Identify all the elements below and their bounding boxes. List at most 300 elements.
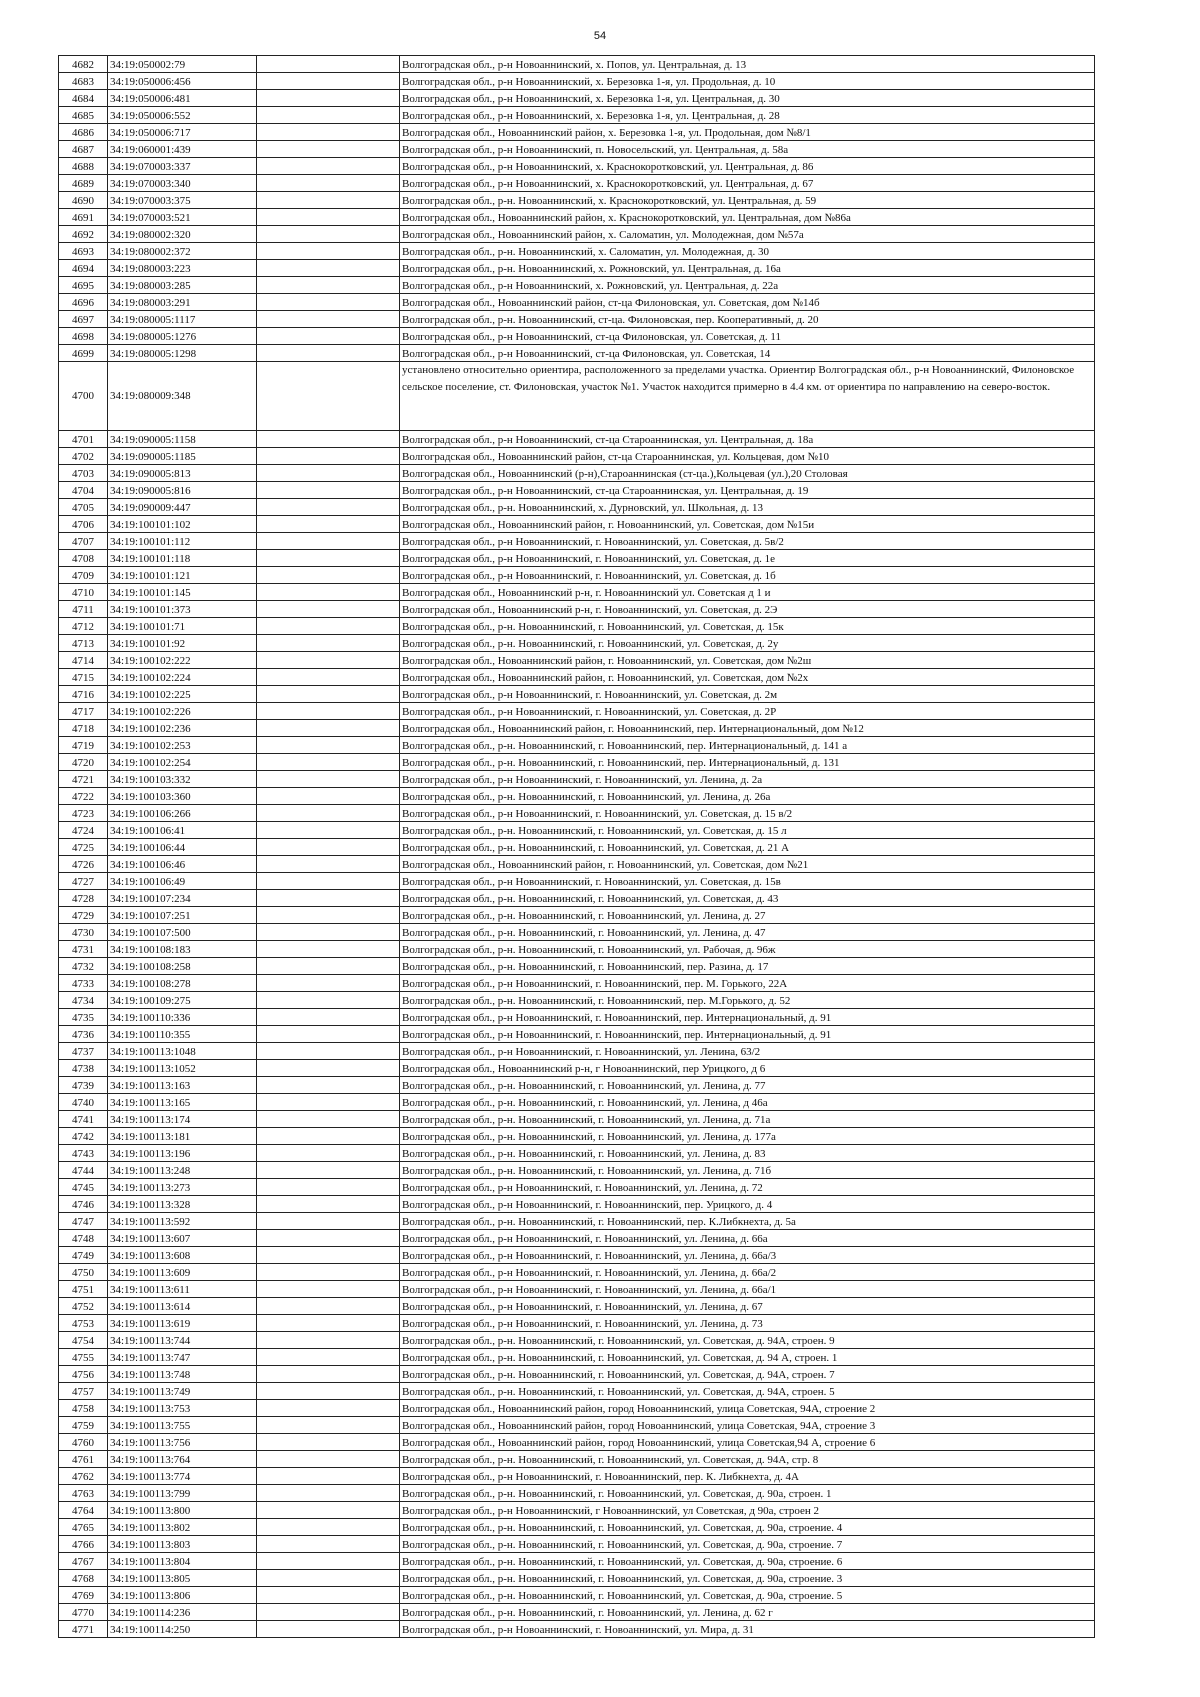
cadastral-number-cell: 34:19:100110:355 bbox=[108, 1026, 257, 1043]
empty-cell bbox=[257, 1060, 400, 1077]
row-number-cell: 4736 bbox=[59, 1026, 108, 1043]
empty-cell bbox=[257, 958, 400, 975]
table-row bbox=[59, 499, 1095, 516]
address-cell: Волгоградская обл., р-н Новоаннинский, г. Новоаннинский, ул. Ленина, д. 66а bbox=[400, 1230, 1095, 1247]
empty-cell bbox=[257, 192, 400, 209]
empty-cell bbox=[257, 1298, 400, 1315]
table-row bbox=[59, 992, 1095, 1009]
cadastral-number-cell: 34:19:100102:224 bbox=[108, 669, 257, 686]
row-number-cell: 4763 bbox=[59, 1485, 108, 1502]
cadastral-number-cell: 34:19:100113:764 bbox=[108, 1451, 257, 1468]
row-number-cell: 4698 bbox=[59, 328, 108, 345]
row-number-cell: 4729 bbox=[59, 907, 108, 924]
address-cell: Волгоградская обл., Новоаннинский р-н, г Новоаннинский, пер Урицкого, д 6 bbox=[400, 1060, 1095, 1077]
empty-cell bbox=[257, 822, 400, 839]
address-cell: Волгоградская обл., Новоаннинский р-н, г. Новоаннинский ул. Советская д 1 и bbox=[400, 584, 1095, 601]
table-row bbox=[59, 618, 1095, 635]
empty-cell bbox=[257, 107, 400, 124]
table-row bbox=[59, 56, 1095, 73]
empty-cell bbox=[257, 311, 400, 328]
empty-cell bbox=[257, 448, 400, 465]
table-row bbox=[59, 1604, 1095, 1621]
empty-cell bbox=[257, 1162, 400, 1179]
address-cell: Волгоградская обл., р-н Новоаннинский, г. Новоаннинский, ул. Ленина, д. 66а/2 bbox=[400, 1264, 1095, 1281]
address-cell: Волгоградская обл., р-н. Новоаннинский, г. Новоаннинский, ул. Советская, д. 90а, строение. 6 bbox=[400, 1553, 1095, 1570]
empty-cell bbox=[257, 158, 400, 175]
cadastral-number-cell: 34:19:100113:800 bbox=[108, 1502, 257, 1519]
address-cell: Волгоградская обл., р-н Новоаннинский, г. Новоаннинский, пер. Интернациональный, д. 91 bbox=[400, 1009, 1095, 1026]
row-number-cell: 4725 bbox=[59, 839, 108, 856]
table-row bbox=[59, 1162, 1095, 1179]
cadastral-number-cell: 34:19:100113:756 bbox=[108, 1434, 257, 1451]
row-number-cell: 4717 bbox=[59, 703, 108, 720]
table-row bbox=[59, 822, 1095, 839]
empty-cell bbox=[257, 1111, 400, 1128]
address-cell: Волгоградская обл., р-н Новоаннинский, г. Новоаннинский, пер. К. Либкнехта, д. 4А bbox=[400, 1468, 1095, 1485]
empty-cell bbox=[257, 618, 400, 635]
row-number-cell: 4752 bbox=[59, 1298, 108, 1315]
address-cell: Волгоградская обл., р-н. Новоаннинский, х. Саломатин, ул. Молодежная, д. 30 bbox=[400, 243, 1095, 260]
table-row bbox=[59, 294, 1095, 311]
table-row bbox=[59, 601, 1095, 618]
row-number-cell: 4762 bbox=[59, 1468, 108, 1485]
address-cell: Волгоградская обл., р-н. Новоаннинский, г. Новоаннинский, ул. Советская, д. 90а, строен. 1 bbox=[400, 1485, 1095, 1502]
empty-cell bbox=[257, 635, 400, 652]
empty-cell bbox=[257, 1519, 400, 1536]
empty-cell bbox=[257, 277, 400, 294]
address-cell: Волгоградская обл., р-н. Новоаннинский, г. Новоаннинский, ул. Ленина, д. 71а bbox=[400, 1111, 1095, 1128]
empty-cell bbox=[257, 345, 400, 362]
table-row bbox=[59, 1553, 1095, 1570]
empty-cell bbox=[257, 1570, 400, 1587]
empty-cell bbox=[257, 1485, 400, 1502]
cadastral-number-cell: 34:19:050006:481 bbox=[108, 90, 257, 107]
address-cell: Волгоградская обл., Новоаннинский район, г. Новоаннинский, ул. Советская, дом №2х bbox=[400, 669, 1095, 686]
table-row bbox=[59, 448, 1095, 465]
address-cell: Волгоградская обл., р-н. Новоаннинский, г. Новоаннинский, ул. Советская, д. 94А, строен. 9 bbox=[400, 1332, 1095, 1349]
cadastral-number-cell: 34:19:100106:44 bbox=[108, 839, 257, 856]
address-cell: Волгоградская обл., р-н. Новоаннинский, г. Новоаннинский, ул. Советская, д. 21 А bbox=[400, 839, 1095, 856]
address-cell: Волгоградская обл., р-н Новоаннинский, х. Попов, ул. Центральная, д. 13 bbox=[400, 56, 1095, 73]
address-cell: Волгоградская обл., Новоаннинский район, г. Новоаннинский, ул. Советская, дом №15и bbox=[400, 516, 1095, 533]
cadastral-number-cell: 34:19:100108:183 bbox=[108, 941, 257, 958]
empty-cell bbox=[257, 294, 400, 311]
page-number: 54 bbox=[593, 30, 607, 42]
cadastral-number-cell: 34:19:080003:291 bbox=[108, 294, 257, 311]
address-cell: Волгоградская обл., р-н. Новоаннинский, г. Новоаннинский, ул. Советская, д. 15 л bbox=[400, 822, 1095, 839]
row-number-cell: 4718 bbox=[59, 720, 108, 737]
empty-cell bbox=[257, 652, 400, 669]
address-cell: Волгоградская обл., р-н. Новоаннинский, г. Новоаннинский, ул. Ленина, д. 77 bbox=[400, 1077, 1095, 1094]
address-cell: Волгоградская обл., р-н. Новоаннинский, х. Краснокоротковский, ул. Центральная, д. 59 bbox=[400, 192, 1095, 209]
table-row bbox=[59, 1281, 1095, 1298]
table-row bbox=[59, 720, 1095, 737]
empty-cell bbox=[257, 90, 400, 107]
row-number-cell: 4750 bbox=[59, 1264, 108, 1281]
cadastral-number-cell: 34:19:100113:181 bbox=[108, 1128, 257, 1145]
table-row bbox=[59, 192, 1095, 209]
address-cell: Волгоградская обл., р-н Новоаннинский, г. Новоаннинский, ул. Мира, д. 31 bbox=[400, 1621, 1095, 1638]
row-number-cell: 4707 bbox=[59, 533, 108, 550]
empty-cell bbox=[257, 992, 400, 1009]
row-number-cell: 4746 bbox=[59, 1196, 108, 1213]
table-row bbox=[59, 1298, 1095, 1315]
cadastral-number-cell: 34:19:100113:619 bbox=[108, 1315, 257, 1332]
empty-cell bbox=[257, 550, 400, 567]
table-row bbox=[59, 1094, 1095, 1111]
table-row bbox=[59, 90, 1095, 107]
table-row bbox=[59, 1587, 1095, 1604]
address-cell: Волгоградская обл., р-н. Новоаннинский, г. Новоаннинский, ул. Ленина, д. 71б bbox=[400, 1162, 1095, 1179]
row-number-cell: 4745 bbox=[59, 1179, 108, 1196]
cadastral-number-cell: 34:19:100101:92 bbox=[108, 635, 257, 652]
row-number-cell: 4700 bbox=[59, 362, 108, 431]
table-row bbox=[59, 703, 1095, 720]
table-row bbox=[59, 550, 1095, 567]
table-row bbox=[59, 482, 1095, 499]
table-row bbox=[59, 1077, 1095, 1094]
row-number-cell: 4749 bbox=[59, 1247, 108, 1264]
row-number-cell: 4724 bbox=[59, 822, 108, 839]
table-row bbox=[59, 924, 1095, 941]
table-row bbox=[59, 856, 1095, 873]
cadastral-number-cell: 34:19:100113:805 bbox=[108, 1570, 257, 1587]
row-number-cell: 4694 bbox=[59, 260, 108, 277]
empty-cell bbox=[257, 737, 400, 754]
row-number-cell: 4770 bbox=[59, 1604, 108, 1621]
empty-cell bbox=[257, 328, 400, 345]
cadastral-number-cell: 34:19:100113:774 bbox=[108, 1468, 257, 1485]
table-row bbox=[59, 839, 1095, 856]
cadastral-number-cell: 34:19:050006:552 bbox=[108, 107, 257, 124]
empty-cell bbox=[257, 1451, 400, 1468]
table-row bbox=[59, 158, 1095, 175]
row-number-cell: 4691 bbox=[59, 209, 108, 226]
cadastral-number-cell: 34:19:080005:1117 bbox=[108, 311, 257, 328]
address-cell: Волгоградская обл., р-н Новоаннинский, г. Новоаннинский, ул. Советская, д. 15в bbox=[400, 873, 1095, 890]
address-cell: Волгоградская обл., р-н Новоаннинский, г. Новоаннинский, пер. Урицкого, д. 4 bbox=[400, 1196, 1095, 1213]
address-cell: Волгоградская обл., Новоаннинский (р-н),Староаннинская (ст-ца.),Кольцевая (ул.),20 Столовая bbox=[400, 465, 1095, 482]
empty-cell bbox=[257, 1400, 400, 1417]
address-cell: Волгоградская обл., р-н Новоаннинский, г. Новоаннинский, ул. Советская, д. 15 в/2 bbox=[400, 805, 1095, 822]
empty-cell bbox=[257, 856, 400, 873]
row-number-cell: 4744 bbox=[59, 1162, 108, 1179]
address-cell: Волгоградская обл., р-н. Новоаннинский, г. Новоаннинский, ул. Ленина, д. 62 г bbox=[400, 1604, 1095, 1621]
row-number-cell: 4756 bbox=[59, 1366, 108, 1383]
table-row bbox=[59, 1383, 1095, 1400]
empty-cell bbox=[257, 1196, 400, 1213]
cadastral-number-cell: 34:19:100107:251 bbox=[108, 907, 257, 924]
address-cell: Волгоградская обл., Новоаннинский район, х. Саломатин, ул. Молодежная, дом №57а bbox=[400, 226, 1095, 243]
table-row bbox=[59, 788, 1095, 805]
cadastral-number-cell: 34:19:100101:373 bbox=[108, 601, 257, 618]
cadastral-number-cell: 34:19:100113:1048 bbox=[108, 1043, 257, 1060]
table-row bbox=[59, 328, 1095, 345]
empty-cell bbox=[257, 209, 400, 226]
table-row bbox=[59, 431, 1095, 448]
cadastral-number-cell: 34:19:100113:196 bbox=[108, 1145, 257, 1162]
cadastral-number-cell: 34:19:080005:1298 bbox=[108, 345, 257, 362]
empty-cell bbox=[257, 839, 400, 856]
address-cell: Волгоградская обл., р-н Новоаннинский, х. Березовка 1-я, ул. Центральная, д. 30 bbox=[400, 90, 1095, 107]
row-number-cell: 4682 bbox=[59, 56, 108, 73]
empty-cell bbox=[257, 1536, 400, 1553]
table-row bbox=[59, 1570, 1095, 1587]
address-cell: Волгоградская обл., р-н Новоаннинский, г. Новоаннинский, пер. М. Горького, 22А bbox=[400, 975, 1095, 992]
cadastral-number-cell: 34:19:100113:803 bbox=[108, 1536, 257, 1553]
cadastral-number-cell: 34:19:050006:717 bbox=[108, 124, 257, 141]
cadastral-number-cell: 34:19:100113:753 bbox=[108, 1400, 257, 1417]
empty-cell bbox=[257, 1468, 400, 1485]
cadastral-number-cell: 34:19:100113:614 bbox=[108, 1298, 257, 1315]
address-cell: Волгоградская обл., р-н Новоаннинский, г. Новоаннинский, ул. Ленина, д. 67 bbox=[400, 1298, 1095, 1315]
table-row bbox=[59, 516, 1095, 533]
row-number-cell: 4716 bbox=[59, 686, 108, 703]
empty-cell bbox=[257, 1247, 400, 1264]
row-number-cell: 4747 bbox=[59, 1213, 108, 1230]
empty-cell bbox=[257, 431, 400, 448]
cadastral-number-cell: 34:19:100106:49 bbox=[108, 873, 257, 890]
row-number-cell: 4721 bbox=[59, 771, 108, 788]
empty-cell bbox=[257, 907, 400, 924]
address-cell: Волгоградская обл., р-н. Новоаннинский, г. Новоаннинский, ул. Советская, д. 90а, строение. 3 bbox=[400, 1570, 1095, 1587]
row-number-cell: 4757 bbox=[59, 1383, 108, 1400]
address-cell: Волгоградская обл., Новоаннинский район, ст-ца Староаннинская, ул. Кольцевая, дом №10 bbox=[400, 448, 1095, 465]
cadastral-number-cell: 34:19:090005:1185 bbox=[108, 448, 257, 465]
row-number-cell: 4735 bbox=[59, 1009, 108, 1026]
cadastral-number-cell: 34:19:100113:802 bbox=[108, 1519, 257, 1536]
address-cell: Волгоградская обл., р-н Новоаннинский, г. Новоаннинский, ул. Советская, д. 2Р bbox=[400, 703, 1095, 720]
row-number-cell: 4733 bbox=[59, 975, 108, 992]
address-cell: Волгоградская обл., р-н Новоаннинский, г. Новоаннинский, ул. Ленина, 63/2 bbox=[400, 1043, 1095, 1060]
row-number-cell: 4720 bbox=[59, 754, 108, 771]
empty-cell bbox=[257, 243, 400, 260]
cadastral-number-cell: 34:19:100113:747 bbox=[108, 1349, 257, 1366]
address-cell: Волгоградская обл., р-н. Новоаннинский, г. Новоаннинский, ул. Советская, д. 43 bbox=[400, 890, 1095, 907]
address-cell: Волгоградская обл., р-н Новоаннинский, х. Рожновский, ул. Центральная, д. 22а bbox=[400, 277, 1095, 294]
row-number-cell: 4728 bbox=[59, 890, 108, 907]
table-row bbox=[59, 737, 1095, 754]
empty-cell bbox=[257, 1434, 400, 1451]
empty-cell bbox=[257, 516, 400, 533]
empty-cell bbox=[257, 1264, 400, 1281]
cadastral-number-cell: 34:19:100113:273 bbox=[108, 1179, 257, 1196]
address-cell: Волгоградская обл., р-н. Новоаннинский, г. Новоаннинский, пер. Интернациональный, д. 141 а bbox=[400, 737, 1095, 754]
address-cell: Волгоградская обл., р-н Новоаннинский, г. Новоаннинский, ул. Ленина, д. 72 bbox=[400, 1179, 1095, 1196]
table-row bbox=[59, 754, 1095, 771]
row-number-cell: 4731 bbox=[59, 941, 108, 958]
address-cell: Волгоградская обл., р-н. Новоаннинский, х. Дурновский, ул. Школьная, д. 13 bbox=[400, 499, 1095, 516]
row-number-cell: 4702 bbox=[59, 448, 108, 465]
empty-cell bbox=[257, 1213, 400, 1230]
empty-cell bbox=[257, 1502, 400, 1519]
cadastral-number-cell: 34:19:090005:1158 bbox=[108, 431, 257, 448]
cadastral-number-cell: 34:19:100102:225 bbox=[108, 686, 257, 703]
table-row bbox=[59, 1247, 1095, 1264]
row-number-cell: 4739 bbox=[59, 1077, 108, 1094]
row-number-cell: 4767 bbox=[59, 1553, 108, 1570]
table-row bbox=[59, 1332, 1095, 1349]
empty-cell bbox=[257, 1009, 400, 1026]
cadastral-number-cell: 34:19:100113:806 bbox=[108, 1587, 257, 1604]
empty-cell bbox=[257, 1315, 400, 1332]
address-cell: Волгоградская обл., р-н. Новоаннинский, г. Новоаннинский, пер. Интернациональный, д. 131 bbox=[400, 754, 1095, 771]
table-row bbox=[59, 533, 1095, 550]
address-cell: Волгоградская обл., р-н. Новоаннинский, г. Новоаннинский, ул. Ленина, д. 47 bbox=[400, 924, 1095, 941]
table-row bbox=[59, 1111, 1095, 1128]
table-row bbox=[59, 1417, 1095, 1434]
cadastral-number-cell: 34:19:100113:1052 bbox=[108, 1060, 257, 1077]
empty-cell bbox=[257, 788, 400, 805]
table-row bbox=[59, 209, 1095, 226]
empty-cell bbox=[257, 924, 400, 941]
empty-cell bbox=[257, 141, 400, 158]
row-number-cell: 4740 bbox=[59, 1094, 108, 1111]
row-number-cell: 4738 bbox=[59, 1060, 108, 1077]
row-number-cell: 4690 bbox=[59, 192, 108, 209]
table-row bbox=[59, 584, 1095, 601]
table-row bbox=[59, 1179, 1095, 1196]
empty-cell bbox=[257, 941, 400, 958]
empty-cell bbox=[257, 1026, 400, 1043]
cadastral-number-cell: 34:19:100114:250 bbox=[108, 1621, 257, 1638]
table-row bbox=[59, 567, 1095, 584]
empty-cell bbox=[257, 533, 400, 550]
address-cell: Волгоградская обл., р-н Новоаннинский, г. Новоаннинский, ул. Ленина, д. 73 bbox=[400, 1315, 1095, 1332]
cadastral-number-cell: 34:19:100113:744 bbox=[108, 1332, 257, 1349]
address-cell: Волгоградская обл., р-н Новоаннинский, ст-ца Староаннинская, ул. Центральная, д. 18а bbox=[400, 431, 1095, 448]
cadastral-number-cell: 34:19:100113:748 bbox=[108, 1366, 257, 1383]
row-number-cell: 4764 bbox=[59, 1502, 108, 1519]
row-number-cell: 4760 bbox=[59, 1434, 108, 1451]
table-row bbox=[59, 345, 1095, 362]
row-number-cell: 4689 bbox=[59, 175, 108, 192]
table-row bbox=[59, 635, 1095, 652]
empty-cell bbox=[257, 805, 400, 822]
empty-cell bbox=[257, 1383, 400, 1400]
cadastral-number-cell: 34:19:100101:71 bbox=[108, 618, 257, 635]
address-cell: Волгоградская обл., р-н. Новоаннинский, х. Рожновский, ул. Центральная, д. 16а bbox=[400, 260, 1095, 277]
table-row bbox=[59, 1519, 1095, 1536]
address-cell: Волгоградская обл., р-н Новоаннинский, г. Новоаннинский, пер. Интернациональный, д. 91 bbox=[400, 1026, 1095, 1043]
cadastral-number-cell: 34:19:100102:236 bbox=[108, 720, 257, 737]
table-row bbox=[59, 907, 1095, 924]
cadastral-number-cell: 34:19:100113:165 bbox=[108, 1094, 257, 1111]
row-number-cell: 4719 bbox=[59, 737, 108, 754]
address-cell: Волгоградская обл., р-н. Новоаннинский, г. Новоаннинский, ул. Советская, д. 15к bbox=[400, 618, 1095, 635]
table-row bbox=[59, 226, 1095, 243]
row-number-cell: 4755 bbox=[59, 1349, 108, 1366]
address-cell: Волгоградская обл., Новоаннинский район, город Новоаннинский, улица Советская, 94А, строение 3 bbox=[400, 1417, 1095, 1434]
cadastral-number-cell: 34:19:100113:749 bbox=[108, 1383, 257, 1400]
row-number-cell: 4741 bbox=[59, 1111, 108, 1128]
row-number-cell: 4688 bbox=[59, 158, 108, 175]
table-row bbox=[59, 771, 1095, 788]
address-cell: Волгоградская обл., р-н. Новоаннинский, г. Новоаннинский, ул. Ленина, д. 83 bbox=[400, 1145, 1095, 1162]
row-number-cell: 4710 bbox=[59, 584, 108, 601]
table-row bbox=[59, 1451, 1095, 1468]
empty-cell bbox=[257, 260, 400, 277]
address-cell: Волгоградская обл., р-н. Новоаннинский, г. Новоаннинский, ул. Ленина, д. 177а bbox=[400, 1128, 1095, 1145]
table-row bbox=[59, 1145, 1095, 1162]
empty-cell bbox=[257, 482, 400, 499]
row-number-cell: 4761 bbox=[59, 1451, 108, 1468]
address-cell: Волгоградская обл., р-н. Новоаннинский, ст-ца. Филоновская, пер. Кооперативный, д. 20 bbox=[400, 311, 1095, 328]
cadastral-number-cell: 34:19:100102:222 bbox=[108, 652, 257, 669]
empty-cell bbox=[257, 1349, 400, 1366]
address-cell: Волгоградская обл., р-н Новоаннинский, г. Новоаннинский, ул. Советская, д. 1б bbox=[400, 567, 1095, 584]
cadastral-number-cell: 34:19:100107:234 bbox=[108, 890, 257, 907]
table-row bbox=[59, 805, 1095, 822]
cadastral-number-cell: 34:19:100101:121 bbox=[108, 567, 257, 584]
table-row bbox=[59, 686, 1095, 703]
row-number-cell: 4726 bbox=[59, 856, 108, 873]
table-row bbox=[59, 1196, 1095, 1213]
address-cell: Волгоградская обл., р-н. Новоаннинский, г. Новоаннинский, ул. Советская, д. 90а, строение. 4 bbox=[400, 1519, 1095, 1536]
table-row bbox=[59, 260, 1095, 277]
cadastral-number-cell: 34:19:100113:592 bbox=[108, 1213, 257, 1230]
table-row bbox=[59, 1536, 1095, 1553]
empty-cell bbox=[257, 1366, 400, 1383]
row-number-cell: 4765 bbox=[59, 1519, 108, 1536]
row-number-cell: 4683 bbox=[59, 73, 108, 90]
row-number-cell: 4709 bbox=[59, 567, 108, 584]
empty-cell bbox=[257, 73, 400, 90]
address-cell: Волгоградская обл., р-н Новоаннинский, х. Березовка 1-я, ул. Центральная, д. 28 bbox=[400, 107, 1095, 124]
table-row bbox=[59, 1400, 1095, 1417]
row-number-cell: 4685 bbox=[59, 107, 108, 124]
table-row bbox=[59, 1349, 1095, 1366]
cadastral-number-cell: 34:19:100102:254 bbox=[108, 754, 257, 771]
address-cell: Волгоградская обл., Новоаннинский район, г. Новоаннинский, пер. Интернациональный, дом №12 bbox=[400, 720, 1095, 737]
cadastral-number-cell: 34:19:100113:611 bbox=[108, 1281, 257, 1298]
table-row bbox=[59, 1468, 1095, 1485]
empty-cell bbox=[257, 873, 400, 890]
table-row bbox=[59, 175, 1095, 192]
table-row bbox=[59, 1621, 1095, 1638]
table-row bbox=[59, 941, 1095, 958]
empty-cell bbox=[257, 1077, 400, 1094]
registry-body bbox=[59, 56, 1095, 1638]
row-number-cell: 4701 bbox=[59, 431, 108, 448]
table-row bbox=[59, 1366, 1095, 1383]
empty-cell bbox=[257, 175, 400, 192]
row-number-cell: 4758 bbox=[59, 1400, 108, 1417]
table-row bbox=[59, 1230, 1095, 1247]
table-row bbox=[59, 1060, 1095, 1077]
row-number-cell: 4708 bbox=[59, 550, 108, 567]
table-row bbox=[59, 873, 1095, 890]
empty-cell bbox=[257, 720, 400, 737]
cadastral-number-cell: 34:19:100113:799 bbox=[108, 1485, 257, 1502]
address-cell: Волгоградская обл., р-н. Новоаннинский, г. Новоаннинский, ул. Советская, д. 94 А, строен. 1 bbox=[400, 1349, 1095, 1366]
empty-cell bbox=[257, 362, 400, 431]
row-number-cell: 4712 bbox=[59, 618, 108, 635]
address-cell: Волгоградская обл., р-н Новоаннинский, г. Новоаннинский, ул. Ленина, д. 66а/3 bbox=[400, 1247, 1095, 1264]
row-number-cell: 4771 bbox=[59, 1621, 108, 1638]
address-cell: Волгоградская обл., р-н Новоаннинский, х. Краснокоротковский, ул. Центральная, д. 67 bbox=[400, 175, 1095, 192]
table-row bbox=[59, 141, 1095, 158]
cadastral-number-cell: 34:19:100113:174 bbox=[108, 1111, 257, 1128]
table-row bbox=[59, 362, 1095, 431]
cadastral-number-cell: 34:19:100102:253 bbox=[108, 737, 257, 754]
cadastral-number-cell: 34:19:080003:223 bbox=[108, 260, 257, 277]
empty-cell bbox=[257, 1281, 400, 1298]
empty-cell bbox=[257, 771, 400, 788]
table-row bbox=[59, 311, 1095, 328]
row-number-cell: 4713 bbox=[59, 635, 108, 652]
address-cell: Волгоградская обл., р-н. Новоаннинский, г. Новоаннинский, ул. Советская, д. 94А, стр. 8 bbox=[400, 1451, 1095, 1468]
